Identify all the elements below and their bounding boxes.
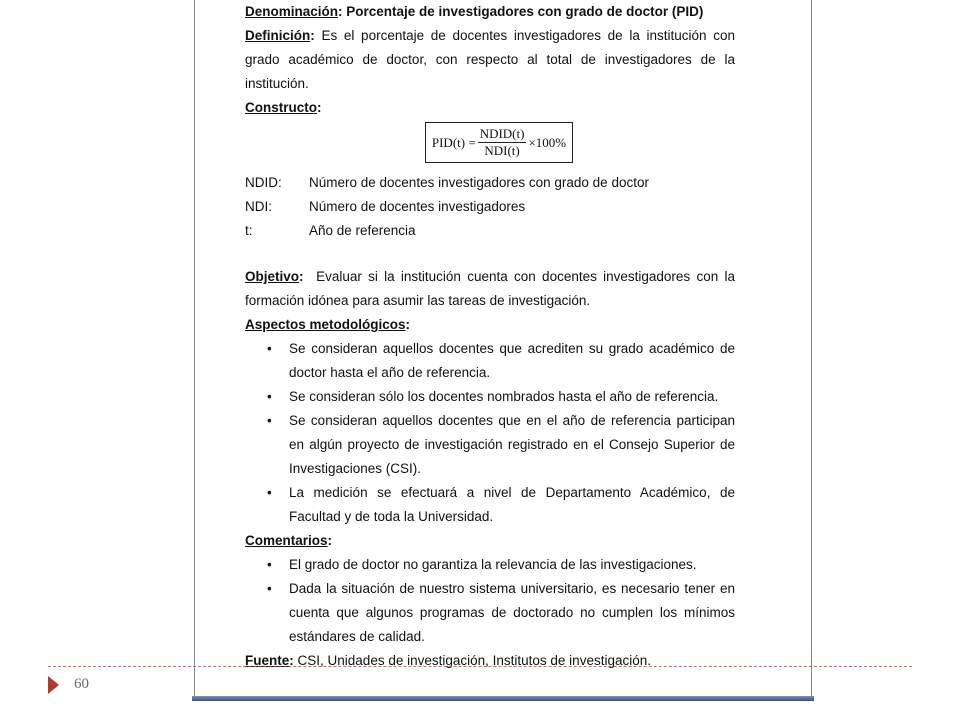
list-item: • Dada la situación de nuestro sistema universitario, es necesario tener en cuenta que algunos programas de doctorado no cumplen los mínimos estándares de calidad. <box>267 581 735 644</box>
formula-lhs: PID(t) = <box>431 134 476 150</box>
arrow-right-icon <box>48 676 59 694</box>
page-number: 60 <box>74 676 89 692</box>
definition-row <box>245 171 735 195</box>
list-item: • Se consideran aquellos docentes que en el año de referencia participan en algún proyecto de investigación registrado en el Consejo Superior de Investigaciones (CSI). <box>267 413 735 476</box>
list-item: • Se consideran aquellos docentes que acrediten su grado académico de doctor hasta el año de referencia. <box>267 341 735 380</box>
objetivo-text: Evaluar si la institución cuenta con docentes investigadores con la formación idónea para asumir las tareas de investigación. <box>245 269 735 308</box>
list-item: • La medición se efectuará a nivel de Departamento Académico, de Facultad y de toda la Universidad. <box>267 485 735 524</box>
pid-formula <box>425 122 573 163</box>
document-bottom-edge <box>192 696 814 701</box>
footer-divider <box>48 666 912 667</box>
document-content <box>245 0 735 673</box>
definition-desc: Año de referencia <box>309 223 416 238</box>
definition-term: t: <box>245 223 253 238</box>
denominacion-label: Denominación <box>245 4 339 19</box>
definition-term: NDID: <box>245 175 282 190</box>
denominacion-paragraph: Denominación: Porcentaje de investigadores con grado de doctor (PID) <box>245 4 704 19</box>
definition-desc: Número de docentes investigadores <box>309 199 526 214</box>
comentarios-heading: Comentarios: <box>245 533 333 548</box>
fuente-label: Fuente <box>245 653 290 668</box>
definicion-label: Definición <box>245 28 311 43</box>
definition-row <box>245 195 735 219</box>
list-item: • Se consideran sólo los docentes nombrados hasta el año de referencia. <box>267 389 719 404</box>
fuente-paragraph: Fuente: CSI, Unidades de investigación, Institutos de investigación. <box>245 653 651 668</box>
definicion-paragraph: Definición: Es el porcentaje de docentes investigadores de la institución con grado académico de doctor, con respecto al total de investigadores de la institución. <box>245 28 735 91</box>
formula-numerator: NDID(t) <box>479 126 525 141</box>
formula-denominator: NDI(t) <box>484 143 520 158</box>
document-page <box>194 0 812 700</box>
definicion-text: Es el porcentaje de docentes investigadores de la institución con grado académico de doctor, con respecto al total de investigadores de la institución. <box>245 28 735 91</box>
denominacion-text: Porcentaje de investigadores con grado de doctor (PID) <box>346 4 704 19</box>
aspectos-heading: Aspectos metodológicos: <box>245 317 411 332</box>
comentarios-list <box>245 553 735 649</box>
definition-term: NDI: <box>245 199 272 214</box>
list-item: • El grado de doctor no garantiza la relevancia de las investigaciones. <box>267 557 697 572</box>
definition-desc: Número de docentes investigadores con grado de doctor <box>309 175 649 190</box>
formula-fraction <box>478 126 527 159</box>
objetivo-paragraph: Objetivo: Evaluar si la institución cuenta con docentes investigadores con la formación idónea para asumir las tareas de investigación. <box>245 269 735 308</box>
aspectos-list <box>245 337 735 529</box>
fuente-text: CSI, Unidades de investigación, Institutos de investigación. <box>297 653 651 668</box>
formula-container <box>263 122 735 163</box>
definition-row <box>245 219 735 243</box>
constructo-heading: Constructo: <box>245 100 322 115</box>
objetivo-label: Objetivo <box>245 269 300 284</box>
variable-definitions <box>245 171 735 243</box>
formula-rhs: ×100% <box>528 134 567 150</box>
